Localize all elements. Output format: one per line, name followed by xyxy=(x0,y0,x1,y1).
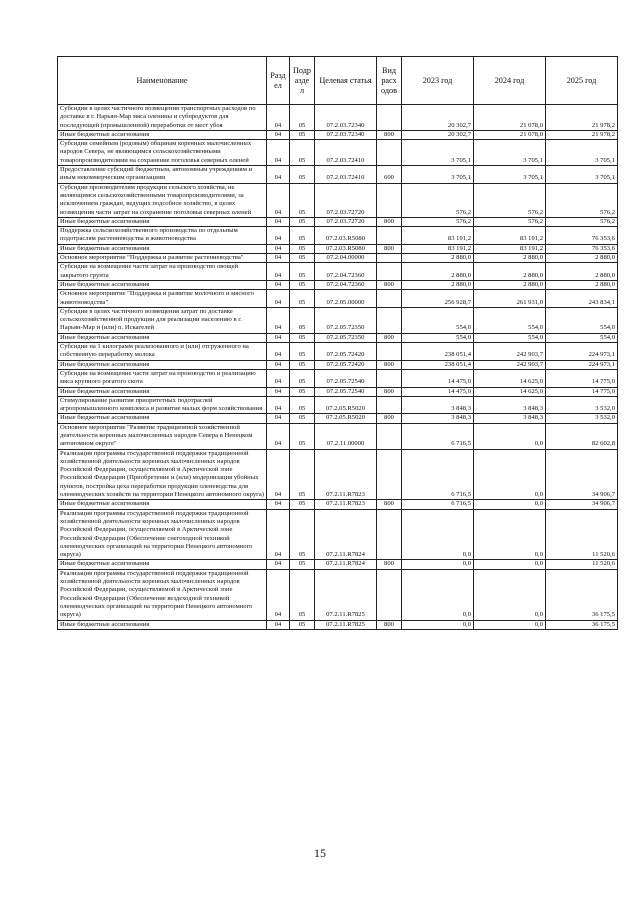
table-row xyxy=(58,500,618,509)
row-name: Иные бюджетные ассигнования xyxy=(58,360,267,369)
row-2025: 36 175,5 xyxy=(546,569,618,620)
row-name: Реализация программы государственной поддержки традиционной хозяйственной деятельности коренных малочисленных народов Российской Федерации, осуществляемой в Арктической зоне Российской Федерации (Приобретение и (или) модернизация убойных пунктов, постройка цеха переработки продукции оленеводства для оленеводческих хозяйств на территории Ненецкого автономного округа) xyxy=(58,449,267,500)
row-2025: 2 880,0 xyxy=(546,254,618,263)
row-target: 07.2.05.R5020 xyxy=(315,396,377,414)
row-2025: 11 520,6 xyxy=(546,509,618,560)
row-target: 07.2.11.R7823 xyxy=(315,500,377,509)
table-row xyxy=(58,620,618,629)
row-2024: 242 903,7 xyxy=(474,360,546,369)
row-target: 07.2.11.R7824 xyxy=(315,509,377,560)
row-name: Иные бюджетные ассигнования xyxy=(58,333,267,342)
row-target: 07.2.11.R7825 xyxy=(315,569,377,620)
row-section: 04 xyxy=(267,263,290,281)
row-2023: 83 191,2 xyxy=(402,227,474,245)
row-target: 07.2.05.R5020 xyxy=(315,414,377,423)
row-2023: 554,0 xyxy=(402,307,474,333)
row-type: 800 xyxy=(377,360,402,369)
row-2023: 6 716,5 xyxy=(402,500,474,509)
row-2024: 576,2 xyxy=(474,183,546,217)
row-type: 800 xyxy=(377,500,402,509)
row-2023: 3 705,1 xyxy=(402,140,474,166)
header-2023: 2023 год xyxy=(402,57,474,105)
row-subsection: 05 xyxy=(290,620,315,629)
table-row xyxy=(58,423,618,449)
row-2023: 0,0 xyxy=(402,569,474,620)
row-target: 07.2.04.72360 xyxy=(315,280,377,289)
row-type xyxy=(377,449,402,500)
row-section: 04 xyxy=(267,369,290,387)
row-2023: 14 475,0 xyxy=(402,387,474,396)
row-2025: 554,0 xyxy=(546,333,618,342)
header-2024: 2024 год xyxy=(474,57,546,105)
row-name: Предоставление субсидий бюджетным, автономным учреждениям и иным некоммерческим организациям xyxy=(58,166,267,184)
row-target: 07.2.03.72340 xyxy=(315,130,377,139)
row-subsection: 05 xyxy=(290,509,315,560)
row-2025: 224 973,1 xyxy=(546,343,618,361)
row-2023: 256 928,7 xyxy=(402,290,474,308)
row-subsection: 05 xyxy=(290,560,315,569)
row-subsection: 05 xyxy=(290,360,315,369)
row-name: Основное мероприятие "Развитие традиционной хозяйственной деятельности коренных малочисленных народов Севера в Ненецком автономном округе" xyxy=(58,423,267,449)
header-subsection: Подр азде л xyxy=(290,57,315,105)
row-subsection: 05 xyxy=(290,290,315,308)
row-target: 07.2.03.72410 xyxy=(315,166,377,184)
row-2023: 0,0 xyxy=(402,509,474,560)
row-2025: 34 906,7 xyxy=(546,500,618,509)
row-target: 07.2.04.72360 xyxy=(315,263,377,281)
row-subsection: 05 xyxy=(290,105,315,131)
row-2025: 14 775,0 xyxy=(546,387,618,396)
table-row xyxy=(58,105,618,131)
table-row xyxy=(58,166,618,184)
row-section: 04 xyxy=(267,509,290,560)
table-row xyxy=(58,360,618,369)
row-2024: 0,0 xyxy=(474,620,546,629)
table-row xyxy=(58,569,618,620)
row-target: 07.2.11.00000 xyxy=(315,423,377,449)
row-name: Иные бюджетные ассигнования xyxy=(58,620,267,629)
row-target: 07.2.05.00000 xyxy=(315,290,377,308)
row-2024: 2 880,0 xyxy=(474,254,546,263)
row-type: 800 xyxy=(377,280,402,289)
row-section: 04 xyxy=(267,414,290,423)
row-2025: 243 834,1 xyxy=(546,290,618,308)
row-2024: 2 880,0 xyxy=(474,280,546,289)
row-2024: 3 848,3 xyxy=(474,396,546,414)
row-2025: 576,2 xyxy=(546,217,618,226)
row-section: 04 xyxy=(267,244,290,253)
row-target: 07.2.05.72540 xyxy=(315,369,377,387)
row-name: Субсидии в целях частичного возмещения транспортных расходов по доставке в г. Нарьян-Мар мяса оленины и субпродуктов для последующей (промышленной) переработки от мест убоя xyxy=(58,105,267,131)
row-subsection: 05 xyxy=(290,307,315,333)
row-2023: 2 880,0 xyxy=(402,263,474,281)
row-type xyxy=(377,423,402,449)
row-2025: 3 705,1 xyxy=(546,166,618,184)
row-target: 07.2.05.72350 xyxy=(315,333,377,342)
row-section: 04 xyxy=(267,217,290,226)
row-section: 04 xyxy=(267,333,290,342)
row-section: 04 xyxy=(267,449,290,500)
row-2025: 76 353,6 xyxy=(546,227,618,245)
row-type: 800 xyxy=(377,244,402,253)
row-2024: 0,0 xyxy=(474,449,546,500)
row-2023: 3 848,3 xyxy=(402,414,474,423)
row-name: Основное мероприятие "Поддержка и развитие молочного и мясного животноводства" xyxy=(58,290,267,308)
row-2024: 576,2 xyxy=(474,217,546,226)
row-section: 04 xyxy=(267,343,290,361)
row-2023: 20 302,7 xyxy=(402,130,474,139)
table-header-row xyxy=(58,57,618,105)
row-type xyxy=(377,254,402,263)
row-2023: 238 051,4 xyxy=(402,343,474,361)
row-subsection: 05 xyxy=(290,414,315,423)
row-name: Иные бюджетные ассигнования xyxy=(58,560,267,569)
header-name: Наименование xyxy=(58,57,267,105)
header-2025: 2025 год xyxy=(546,57,618,105)
row-target: 07.2.11.R7824 xyxy=(315,560,377,569)
page-number: 15 xyxy=(314,846,326,860)
row-target: 07.2.04.00000 xyxy=(315,254,377,263)
row-2025: 2 880,0 xyxy=(546,263,618,281)
row-section: 04 xyxy=(267,360,290,369)
row-2024: 554,0 xyxy=(474,333,546,342)
row-2023: 2 880,0 xyxy=(402,254,474,263)
row-subsection: 05 xyxy=(290,369,315,387)
row-2024: 14 625,0 xyxy=(474,387,546,396)
row-2025: 3 532,0 xyxy=(546,396,618,414)
table-row xyxy=(58,130,618,139)
row-type xyxy=(377,140,402,166)
row-name: Реализация программы государственной поддержки традиционной хозяйственной деятельности коренных малочисленных народов Российской Федерации, осуществляемой в Арктической зоне Российской Федерации (Обеспечение вездеходной техникой оленеводческих организаций на территории Ненецкого автономного округа) xyxy=(58,569,267,620)
row-type xyxy=(377,307,402,333)
row-target: 07.2.03.72720 xyxy=(315,217,377,226)
row-section: 04 xyxy=(267,560,290,569)
row-name: Реализация программы государственной поддержки традиционной хозяйственной деятельности коренных малочисленных народов Российской Федерации, осуществляемой в Арктической зоне Российской Федерации (Обеспечение снегоходной техникой оленеводческих организаций на территории Ненецкого автономного округа) xyxy=(58,509,267,560)
table-row xyxy=(58,333,618,342)
row-name: Иные бюджетные ассигнования xyxy=(58,280,267,289)
row-section: 04 xyxy=(267,396,290,414)
row-subsection: 05 xyxy=(290,166,315,184)
table-row xyxy=(58,387,618,396)
row-subsection: 05 xyxy=(290,263,315,281)
row-2025: 3 532,0 xyxy=(546,414,618,423)
row-name: Основное мероприятие "Поддержка и развитие растениеводства" xyxy=(58,254,267,263)
row-2024: 3 705,1 xyxy=(474,140,546,166)
row-2023: 0,0 xyxy=(402,560,474,569)
row-type xyxy=(377,105,402,131)
row-2023: 6 716,5 xyxy=(402,423,474,449)
row-type xyxy=(377,569,402,620)
row-type xyxy=(377,343,402,361)
row-section: 04 xyxy=(267,620,290,629)
row-2023: 14 475,0 xyxy=(402,369,474,387)
row-2024: 0,0 xyxy=(474,509,546,560)
row-2024: 261 931,0 xyxy=(474,290,546,308)
row-subsection: 05 xyxy=(290,396,315,414)
row-target: 07.2.03.72720 xyxy=(315,183,377,217)
row-subsection: 05 xyxy=(290,343,315,361)
row-section: 04 xyxy=(267,387,290,396)
row-2024: 14 625,0 xyxy=(474,369,546,387)
row-2024: 3 848,3 xyxy=(474,414,546,423)
table-row xyxy=(58,244,618,253)
row-2025: 21 978,2 xyxy=(546,130,618,139)
row-2025: 34 906,7 xyxy=(546,449,618,500)
budget-table xyxy=(57,56,618,630)
row-type: 800 xyxy=(377,130,402,139)
row-type: 800 xyxy=(377,620,402,629)
row-2024: 0,0 xyxy=(474,500,546,509)
row-target: 07.2.05.72420 xyxy=(315,343,377,361)
table-row xyxy=(58,414,618,423)
header-type: Вид расх одов xyxy=(377,57,402,105)
row-2025: 3 705,1 xyxy=(546,140,618,166)
row-2023: 20 302,7 xyxy=(402,105,474,131)
row-2025: 76 353,6 xyxy=(546,244,618,253)
table-row xyxy=(58,396,618,414)
table-row xyxy=(58,449,618,500)
row-section: 04 xyxy=(267,500,290,509)
row-section: 04 xyxy=(267,140,290,166)
row-type xyxy=(377,396,402,414)
row-type: 800 xyxy=(377,560,402,569)
row-2023: 83 191,2 xyxy=(402,244,474,253)
row-2025: 576,2 xyxy=(546,183,618,217)
row-subsection: 05 xyxy=(290,449,315,500)
row-target: 07.2.11.R7825 xyxy=(315,620,377,629)
table-row xyxy=(58,290,618,308)
row-2024: 0,0 xyxy=(474,569,546,620)
row-type: 800 xyxy=(377,387,402,396)
row-name: Субсидии семейным (родовым) общинам коренных малочисленных народов Севера, не являющимся сельскохозяйственными товаропроизводителями на сохранение поголовья северных оленей xyxy=(58,140,267,166)
row-type: 600 xyxy=(377,166,402,184)
row-type xyxy=(377,509,402,560)
row-2023: 0,0 xyxy=(402,620,474,629)
row-name: Субсидии на возмещение части затрат на производство овощей закрытого грунта xyxy=(58,263,267,281)
row-subsection: 05 xyxy=(290,217,315,226)
row-section: 04 xyxy=(267,254,290,263)
row-subsection: 05 xyxy=(290,130,315,139)
row-section: 04 xyxy=(267,130,290,139)
row-target: 07.2.03.72340 xyxy=(315,105,377,131)
row-2024: 2 880,0 xyxy=(474,263,546,281)
table-row xyxy=(58,183,618,217)
row-target: 07.2.03.72410 xyxy=(315,140,377,166)
row-subsection: 05 xyxy=(290,280,315,289)
row-2023: 3 848,3 xyxy=(402,396,474,414)
row-2023: 2 880,0 xyxy=(402,280,474,289)
row-type: 800 xyxy=(377,333,402,342)
row-name: Иные бюджетные ассигнования xyxy=(58,217,267,226)
row-subsection: 05 xyxy=(290,244,315,253)
row-subsection: 05 xyxy=(290,569,315,620)
row-2025: 82 602,8 xyxy=(546,423,618,449)
row-target: 07.2.05.72420 xyxy=(315,360,377,369)
table-row xyxy=(58,343,618,361)
row-2025: 36 175,5 xyxy=(546,620,618,629)
row-name: Субсидии в целях частичного возмещения затрат по доставке сельскохозяйственной продукции для реализации населению в г. Нарьян-Мар и (или) п. Искателей xyxy=(58,307,267,333)
row-2024: 21 078,0 xyxy=(474,105,546,131)
row-2024: 554,0 xyxy=(474,307,546,333)
row-target: 07.2.05.72350 xyxy=(315,307,377,333)
row-type: 800 xyxy=(377,414,402,423)
row-2023: 238 051,4 xyxy=(402,360,474,369)
row-section: 04 xyxy=(267,307,290,333)
table-row xyxy=(58,307,618,333)
row-type xyxy=(377,369,402,387)
row-subsection: 05 xyxy=(290,500,315,509)
row-2025: 554,0 xyxy=(546,307,618,333)
header-target: Целевая статья xyxy=(315,57,377,105)
row-target: 07.2.05.72540 xyxy=(315,387,377,396)
row-name: Иные бюджетные ассигнования xyxy=(58,244,267,253)
table-row xyxy=(58,254,618,263)
row-name: Поддержка сельскохозяйственного производства по отдельным подотраслям растениеводства и животноводства xyxy=(58,227,267,245)
row-2024: 0,0 xyxy=(474,560,546,569)
row-subsection: 05 xyxy=(290,183,315,217)
row-name: Иные бюджетные ассигнования xyxy=(58,387,267,396)
row-section: 04 xyxy=(267,183,290,217)
row-type: 800 xyxy=(377,217,402,226)
row-type xyxy=(377,183,402,217)
row-section: 04 xyxy=(267,227,290,245)
row-name: Стимулирование развития приоритетных подотраслей агропромышленного комплекса и развитие малых форм хозяйствования xyxy=(58,396,267,414)
row-subsection: 05 xyxy=(290,333,315,342)
row-section: 04 xyxy=(267,105,290,131)
row-2024: 83 191,2 xyxy=(474,244,546,253)
row-subsection: 05 xyxy=(290,254,315,263)
row-2025: 11 520,6 xyxy=(546,560,618,569)
row-2025: 14 775,0 xyxy=(546,369,618,387)
row-2023: 554,0 xyxy=(402,333,474,342)
row-section: 04 xyxy=(267,423,290,449)
row-name: Иные бюджетные ассигнования xyxy=(58,414,267,423)
row-2023: 576,2 xyxy=(402,183,474,217)
row-target: 07.2.11.R7823 xyxy=(315,449,377,500)
table-row xyxy=(58,140,618,166)
row-2024: 242 903,7 xyxy=(474,343,546,361)
row-section: 04 xyxy=(267,290,290,308)
budget-document xyxy=(57,56,617,630)
row-2024: 0,0 xyxy=(474,423,546,449)
row-subsection: 05 xyxy=(290,140,315,166)
row-2025: 2 880,0 xyxy=(546,280,618,289)
row-subsection: 05 xyxy=(290,227,315,245)
row-2023: 6 716,5 xyxy=(402,449,474,500)
row-2024: 21 078,0 xyxy=(474,130,546,139)
row-target: 07.2.03.R5080 xyxy=(315,227,377,245)
table-body xyxy=(58,105,618,630)
header-section: Разд ел xyxy=(267,57,290,105)
row-target: 07.2.03.R5080 xyxy=(315,244,377,253)
row-name: Субсидии производителям продукции сельского хозяйства, не являющимся сельскохозяйственными товаропроизводителями, за исключением граждан, ведущих подсобное хозяйство, в целях возмещения части затрат на сохранение поголовья северных оленей xyxy=(58,183,267,217)
table-row xyxy=(58,509,618,560)
row-type xyxy=(377,263,402,281)
row-section: 04 xyxy=(267,166,290,184)
row-2025: 21 978,2 xyxy=(546,105,618,131)
table-row xyxy=(58,369,618,387)
table-row xyxy=(58,263,618,281)
row-2025: 224 973,1 xyxy=(546,360,618,369)
table-row xyxy=(58,227,618,245)
row-2023: 3 705,1 xyxy=(402,166,474,184)
row-subsection: 05 xyxy=(290,387,315,396)
row-section: 04 xyxy=(267,569,290,620)
table-row xyxy=(58,280,618,289)
row-2024: 3 705,1 xyxy=(474,166,546,184)
row-type xyxy=(377,290,402,308)
table-row xyxy=(58,217,618,226)
row-name: Субсидии на 1 килограмм реализованного и (или) отгруженного на собственную переработку молока xyxy=(58,343,267,361)
table-row xyxy=(58,560,618,569)
row-name: Субсидии на возмещение части затрат на производство и реализацию мяса крупного рогатого скота xyxy=(58,369,267,387)
row-section: 04 xyxy=(267,280,290,289)
row-2024: 83 191,2 xyxy=(474,227,546,245)
row-name: Иные бюджетные ассигнования xyxy=(58,130,267,139)
row-subsection: 05 xyxy=(290,423,315,449)
row-name: Иные бюджетные ассигнования xyxy=(58,500,267,509)
row-2023: 576,2 xyxy=(402,217,474,226)
row-type xyxy=(377,227,402,245)
